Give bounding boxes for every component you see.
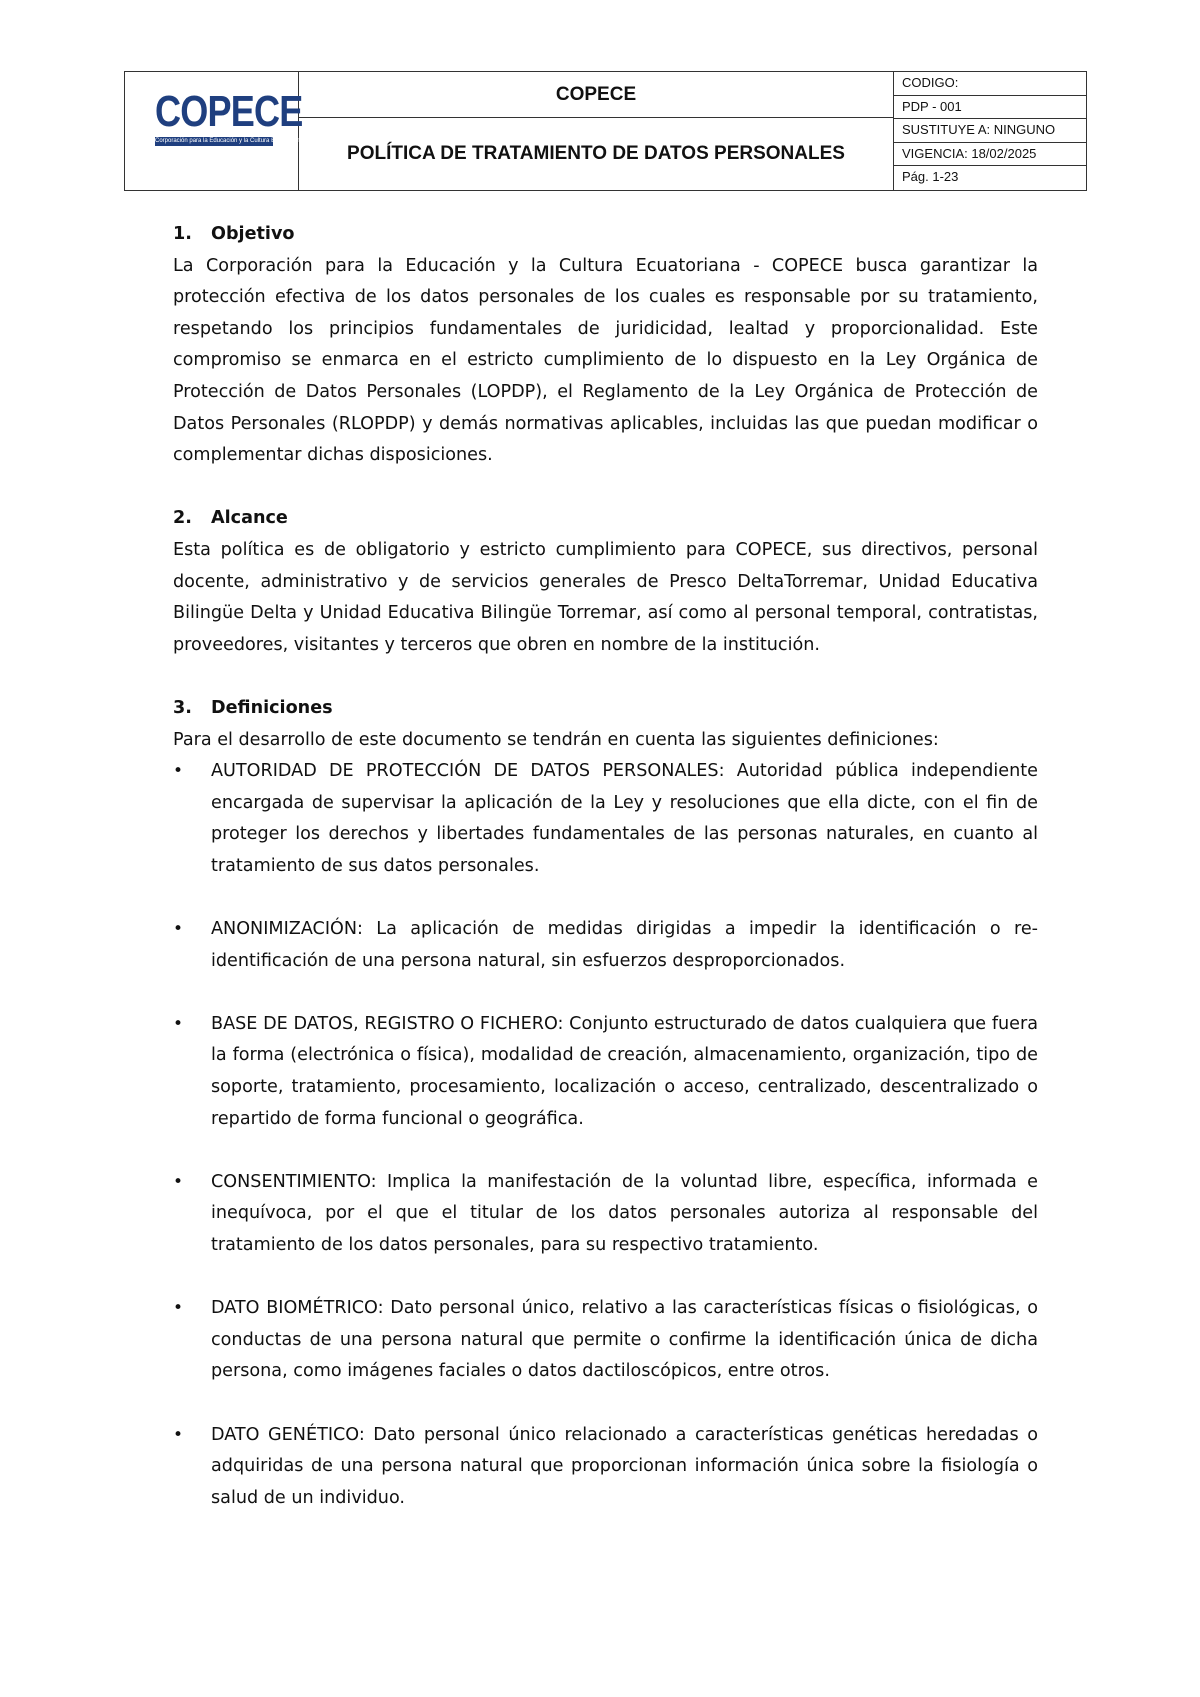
definiciones-intro: Para el desarrollo de este documento se tendrán en cuenta las siguientes definiciones: xyxy=(173,729,939,750)
section-number: 2. xyxy=(173,508,192,529)
objetivo-paragraph: La Corporación para la Educación y la Cultura Ecuatoriana - COPECE busca garantizar la protección efectiva de los datos personales de los cuales es responsable por su tratamiento, respetando los principios fundamentales de juridicidad, lealtad y proporcionalidad. Este compromiso se enmarca en el estricto cumplimiento de lo dispuesto en la Ley Orgánica de Protección de Datos Personales (LOPDP), el Reglamento de la Ley Orgánica de Protección de Datos Personales (RLOPDP) y demás normativas aplicables, incluidas las que puedan modificar o complementar dichas disposiciones. xyxy=(173,255,1038,466)
logo-wordmark: COPECE xyxy=(155,87,303,136)
definition-item: • ANONIMIZACIÓN: La aplicación de medidas dirigidas a impedir la identificación o re-identificación de una persona natural, sin esfuerzos desproporcionados. xyxy=(173,914,1038,977)
definitions-list xyxy=(173,756,1038,1514)
definition-item: • DATO BIOMÉTRICO: Dato personal único, relativo a las características físicas o fisiológicas, o conductas de una persona natural que permite o confirme la identificación única de dicha persona, como imágenes faciales o datos dactiloscópicos, entre otros. xyxy=(173,1293,1038,1388)
definition-item: • CONSENTIMIENTO: Implica la manifestación de la voluntad libre, específica, informada e inequívoca, por el que el titular de los datos personales autoriza al responsable del tratamiento de los datos personales, para su respectivo tratamiento. xyxy=(173,1167,1038,1262)
section-number: 1. xyxy=(173,224,192,244)
copece-logo xyxy=(155,87,304,146)
section-title: Definiciones xyxy=(211,697,333,718)
meta-page: Pág. 1-23 xyxy=(902,169,959,185)
section-number: 3. xyxy=(173,697,192,718)
title-cell xyxy=(299,72,894,190)
section-title: Alcance xyxy=(211,508,288,529)
meta-replaces: SUSTITUYE A: NINGUNO xyxy=(894,119,1086,143)
definition-item: • DATO GENÉTICO: Dato personal único relacionado a características genéticas heredadas o adquiridas de una persona natural que proporcionan información única sobre la fisiología o salud de un individuo. xyxy=(173,1420,1038,1515)
section-heading-alcance xyxy=(173,503,1038,535)
definition-item: • BASE DE DATOS, REGISTRO O FICHERO: Conjunto estructurado de datos cualquiera que fuera la forma (electrónica o física), modalidad de creación, almacenamiento, organización, tipo de soporte, tratamiento, procesamiento, localización o acceso, centralizado, descentralizado o repartido de forma funcional o geográfica. xyxy=(173,1009,1038,1135)
document-header xyxy=(124,71,1087,191)
section-title: Objetivo xyxy=(211,224,295,244)
org-name: COPECE xyxy=(299,72,893,118)
document-meta xyxy=(894,72,1086,190)
meta-code-label: CODIGO: xyxy=(894,72,1086,96)
document-body xyxy=(173,219,1038,1546)
section-heading-objetivo xyxy=(173,219,1038,251)
definition-item: • AUTORIDAD DE PROTECCIÓN DE DATOS PERSONALES: Autoridad pública independiente encargada de supervisar la aplicación de la Ley y resoluciones que ella dicte, con el fin de proteger los derechos y libertades fundamentales de las personas naturales, en cuanto al tratamiento de sus datos personales. xyxy=(173,756,1038,882)
document-title: POLÍTICA DE TRATAMIENTO DE DATOS PERSONALES xyxy=(347,143,845,164)
section-heading-definiciones xyxy=(173,693,1038,725)
meta-code-value: PDP - 001 xyxy=(894,96,1086,120)
alcance-paragraph: Esta política es de obligatorio y estricto cumplimiento para COPECE, sus directivos, personal docente, administrativo y de servicios generales de Presco DeltaTorremar, Unidad Educativa Bilingüe Delta y Unidad Educativa Bilingüe Torremar, así como al personal temporal, contratistas, proveedores, visitantes y terceros que obren en nombre de la institución. xyxy=(173,539,1038,655)
logo-cell xyxy=(125,72,304,190)
meta-effective-date: VIGENCIA: 18/02/2025 xyxy=(894,143,1086,167)
logo-subtitle: Corporación para la Educación y la Cultura Ecuatoriana xyxy=(155,138,304,144)
